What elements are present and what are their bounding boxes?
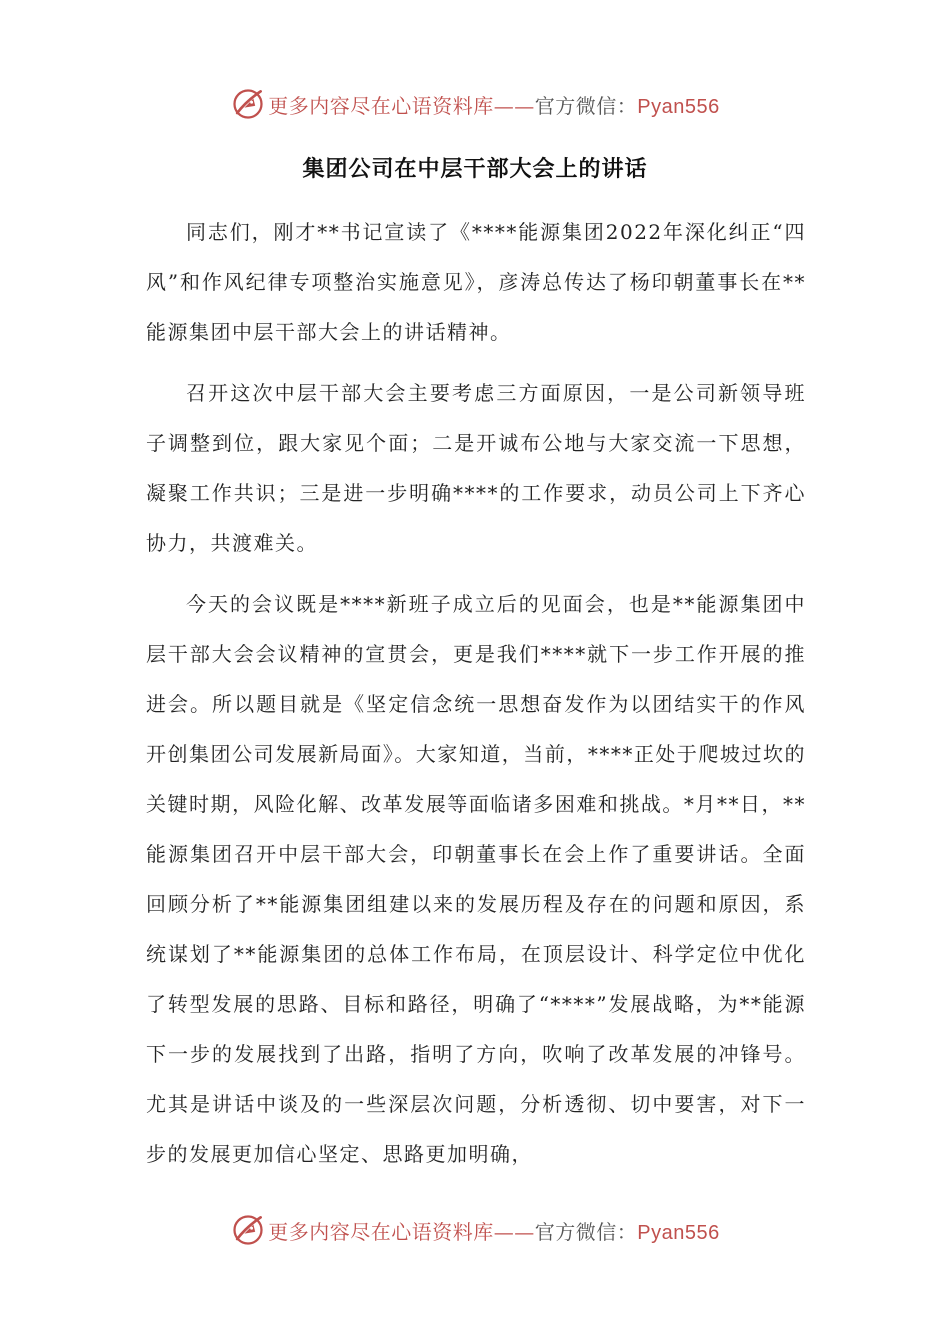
promo-line [268,90,719,119]
paragraph-2: 召开这次中层干部大会主要考虑三方面原因，一是公司新领导班子调整到位，跟大家见个面；二是开诚布公地与大家交流一下思想，凝聚工作共识；三是进一步明确****的工作要求，动员公司上下齐心协力，共渡难关。 [146,381,806,555]
document-title: 集团公司在中层干部大会上的讲话 [302,157,648,182]
header-banner [0,84,950,124]
wechat-id: Pyan556 [637,1221,720,1244]
promo-text: 更多内容尽在心语资料库 [268,1219,494,1244]
pen-nib-logo-icon [230,1212,266,1248]
paragraph-3: 今天的会议既是****新班子成立后的见面会，也是**能源集团中层干部大会会议精神的宣贯会，更是我们****就下一步工作开展的推进会。所以题目就是《坚定信念统一思想奋发作为以团结实干的作风开创集团公司发展新局面》。大家知道，当前，****正处于爬坡过坎的关键时期，风险化解、改革发展等面临诸多困难和挑战。*月**日，**能源集团召开中层干部大会，印朝董事长在会上作了重要讲话。全面回顾分析了**能源集团组建以来的发展历程及存在的问题和原因，系统谋划了**能源集团的总体工作布局，在顶层设计、科学定位中优化了转型发展的思路、目标和路径，明确了“****”发展战略，为**能源下一步的发展找到了出路，指明了方向，吹响了改革发展的冲锋号。尤其是讲话中谈及的一些深层次问题，分析透彻、切中要害，对下一步的发展更加信心坚定、思路更加明确， [146,592,806,1166]
paragraph-1: 同志们，刚才**书记宣读了《****能源集团2022年深化纠正“四风”和作风纪律专项整治实施意见》，彦涛总传达了杨印朝董事长在**能源集团中层干部大会上的讲话精神。 [146,220,806,344]
promo-line [268,1216,719,1245]
wechat-label: 官方微信： [534,1219,638,1244]
document-body [146,207,806,1179]
wechat-id: Pyan556 [637,95,720,118]
footer-banner [0,1210,950,1250]
promo-text: 更多内容尽在心语资料库 [268,93,494,118]
pen-nib-logo-icon [230,86,266,122]
promo-dash: —— [493,1219,535,1244]
wechat-label: 官方微信： [534,93,638,118]
promo-dash: —— [493,93,535,118]
